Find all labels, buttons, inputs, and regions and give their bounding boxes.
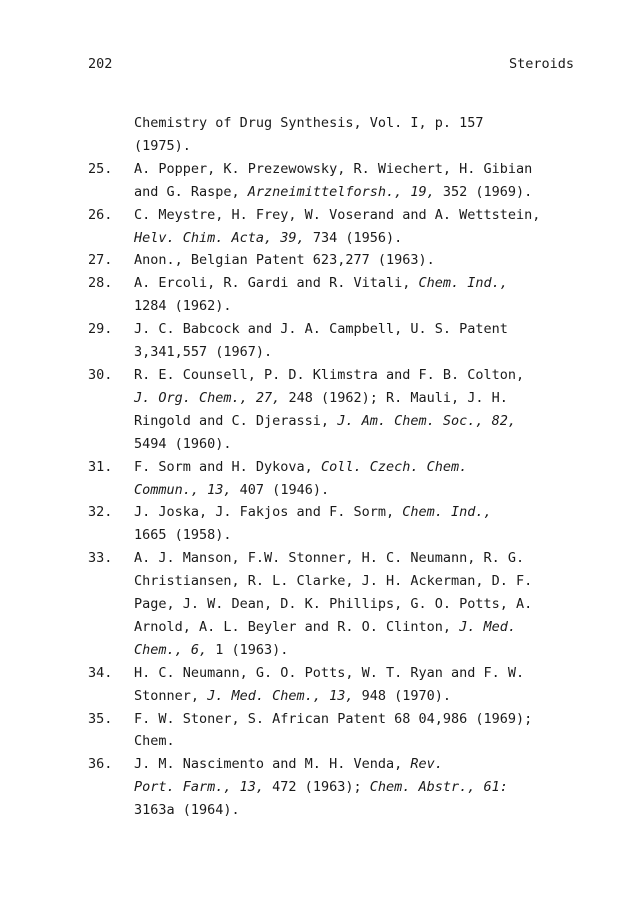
- reference-line: [134, 249, 598, 272]
- reference-text: Christiansen, R. L. Clarke, J. H. Ackerman, D. F.: [134, 573, 533, 590]
- reference-line: [134, 456, 598, 479]
- reference-line: [134, 204, 598, 227]
- citation-source: Port. Farm., 13,: [134, 779, 265, 796]
- reference-line: [134, 387, 598, 410]
- reference-item: [88, 364, 598, 456]
- reference-text: 1665 (1958).: [134, 527, 232, 544]
- reference-text: Arnold, A. L. Beyler and R. O. Clinton,: [134, 618, 460, 635]
- citation-source: Helv. Chim. Acta, 39,: [134, 229, 305, 246]
- citation-source: J. Med. Chem., 13,: [207, 687, 354, 704]
- reference-number: 35.: [88, 710, 113, 727]
- reference-line: [134, 593, 598, 616]
- reference-line: [134, 662, 598, 685]
- reference-line: [134, 272, 598, 295]
- reference-line: [134, 181, 598, 204]
- reference-item: [88, 112, 598, 158]
- reference-line: [134, 135, 598, 158]
- reference-text: 1 (1963).: [207, 641, 289, 658]
- citation-source: Coll. Czech. Chem.: [320, 458, 468, 475]
- citation-source: Commun., 13,: [134, 481, 232, 498]
- reference-text: 248 (1962); R. Mauli, J. H.: [280, 389, 508, 406]
- reference-line: [134, 479, 598, 502]
- reference-line: [134, 341, 598, 364]
- reference-line: [134, 524, 598, 547]
- citation-source: Chem., 6,: [134, 641, 208, 658]
- reference-number: 34.: [88, 664, 113, 681]
- reference-line: [134, 433, 598, 456]
- reference-number: 30.: [88, 366, 113, 383]
- reference-line: [134, 616, 598, 639]
- reference-text: F. Sorm and H. Dykova,: [134, 458, 321, 475]
- reference-text: C. Meystre, H. Frey, W. Voserand and A. Wettstein,: [134, 206, 541, 223]
- reference-text: Chemistry of Drug Synthesis, Vol. I, p. 157: [134, 115, 484, 131]
- reference-text: Page, J. W. Dean, D. K. Phillips, G. O. Potts, A.: [134, 596, 533, 613]
- reference-item: [88, 753, 598, 822]
- reference-number: 32.: [88, 504, 113, 521]
- reference-number: 26.: [88, 206, 113, 223]
- citation-source: Rev.: [410, 756, 443, 773]
- reference-text: A. Popper, K. Prezewowsky, R. Wiechert, H. Gibian: [134, 160, 533, 177]
- citation-source: Chem. Abstr., 61:: [369, 779, 508, 796]
- page-header: [88, 56, 574, 74]
- reference-text: 734 (1956).: [304, 229, 403, 246]
- reference-line: [134, 730, 598, 753]
- reference-line: [134, 112, 598, 135]
- reference-item: [88, 249, 598, 272]
- running-title: Steroids: [508, 56, 574, 72]
- reference-line: [134, 776, 598, 799]
- page-number: 202: [88, 56, 113, 72]
- reference-number: 33.: [88, 550, 113, 567]
- reference-text: Stonner,: [134, 687, 208, 704]
- reference-line: [134, 410, 598, 433]
- citation-source: J. Med.: [459, 618, 517, 635]
- reference-text: 948 (1970).: [353, 687, 452, 704]
- reference-number: 25.: [88, 160, 113, 177]
- reference-number: 27.: [88, 252, 113, 269]
- reference-number: 28.: [88, 275, 113, 292]
- reference-text: Chem.: [134, 733, 175, 750]
- reference-item: [88, 456, 598, 502]
- reference-line: [134, 753, 598, 776]
- reference-item: [88, 547, 598, 662]
- reference-item: [88, 662, 598, 708]
- reference-text: J. M. Nascimento and M. H. Venda,: [134, 756, 411, 773]
- reference-text: 1284 (1962).: [134, 298, 232, 315]
- reference-line: [134, 799, 598, 822]
- reference-line: [134, 685, 598, 708]
- citation-source: Arzneimittelforsh., 19,: [247, 183, 435, 200]
- reference-list: [88, 112, 598, 822]
- reference-text: F. W. Stoner, S. African Patent 68 04,986 (1969);: [134, 710, 533, 727]
- citation-source: J. Org. Chem., 27,: [134, 389, 281, 406]
- reference-item: [88, 318, 598, 364]
- reference-number: 36.: [88, 756, 113, 773]
- reference-item: [88, 204, 598, 250]
- reference-line: [134, 318, 598, 341]
- reference-text: 407 (1946).: [231, 481, 330, 498]
- reference-item: [88, 708, 598, 754]
- reference-line: [134, 570, 598, 593]
- reference-line: [134, 501, 598, 524]
- reference-number: 31.: [88, 458, 113, 475]
- reference-line: [134, 547, 598, 570]
- reference-line: [134, 639, 598, 662]
- reference-text: 3,341,557 (1967).: [134, 344, 273, 361]
- reference-text: 3163a (1964).: [134, 802, 240, 819]
- reference-item: [88, 501, 598, 547]
- reference-line: [134, 708, 598, 731]
- reference-text: H. C. Neumann, G. O. Potts, W. T. Ryan and F. W.: [134, 664, 525, 681]
- reference-text: Anon., Belgian Patent 623,277 (1963).: [134, 252, 435, 269]
- reference-item: [88, 158, 598, 204]
- reference-line: [134, 227, 598, 250]
- citation-source: Chem. Ind.,: [402, 504, 492, 521]
- reference-text: R. E. Counsell, P. D. Klimstra and F. B. Colton,: [134, 366, 525, 383]
- reference-text: 352 (1969).: [434, 183, 533, 200]
- reference-text: (1975).: [134, 137, 191, 154]
- citation-source: Chem. Ind.,: [418, 275, 508, 292]
- reference-text: 472 (1963);: [264, 779, 370, 796]
- reference-text: 5494 (1960).: [134, 435, 232, 452]
- reference-text: Ringold and C. Djerassi,: [134, 412, 338, 429]
- reference-number: 29.: [88, 321, 113, 338]
- citation-source: J. Am. Chem. Soc., 82,: [337, 412, 517, 429]
- reference-text: and G. Raspe,: [134, 183, 248, 200]
- reference-line: [134, 364, 598, 387]
- reference-item: [88, 272, 598, 318]
- reference-text: A. J. Manson, F.W. Stonner, H. C. Neumann, R. G.: [134, 550, 525, 567]
- reference-line: [134, 158, 598, 181]
- reference-text: A. Ercoli, R. Gardi and R. Vitali,: [134, 275, 419, 292]
- reference-line: [134, 295, 598, 318]
- reference-text: J. Joska, J. Fakjos and F. Sorm,: [134, 504, 403, 521]
- reference-text: J. C. Babcock and J. A. Campbell, U. S. Patent: [134, 321, 508, 338]
